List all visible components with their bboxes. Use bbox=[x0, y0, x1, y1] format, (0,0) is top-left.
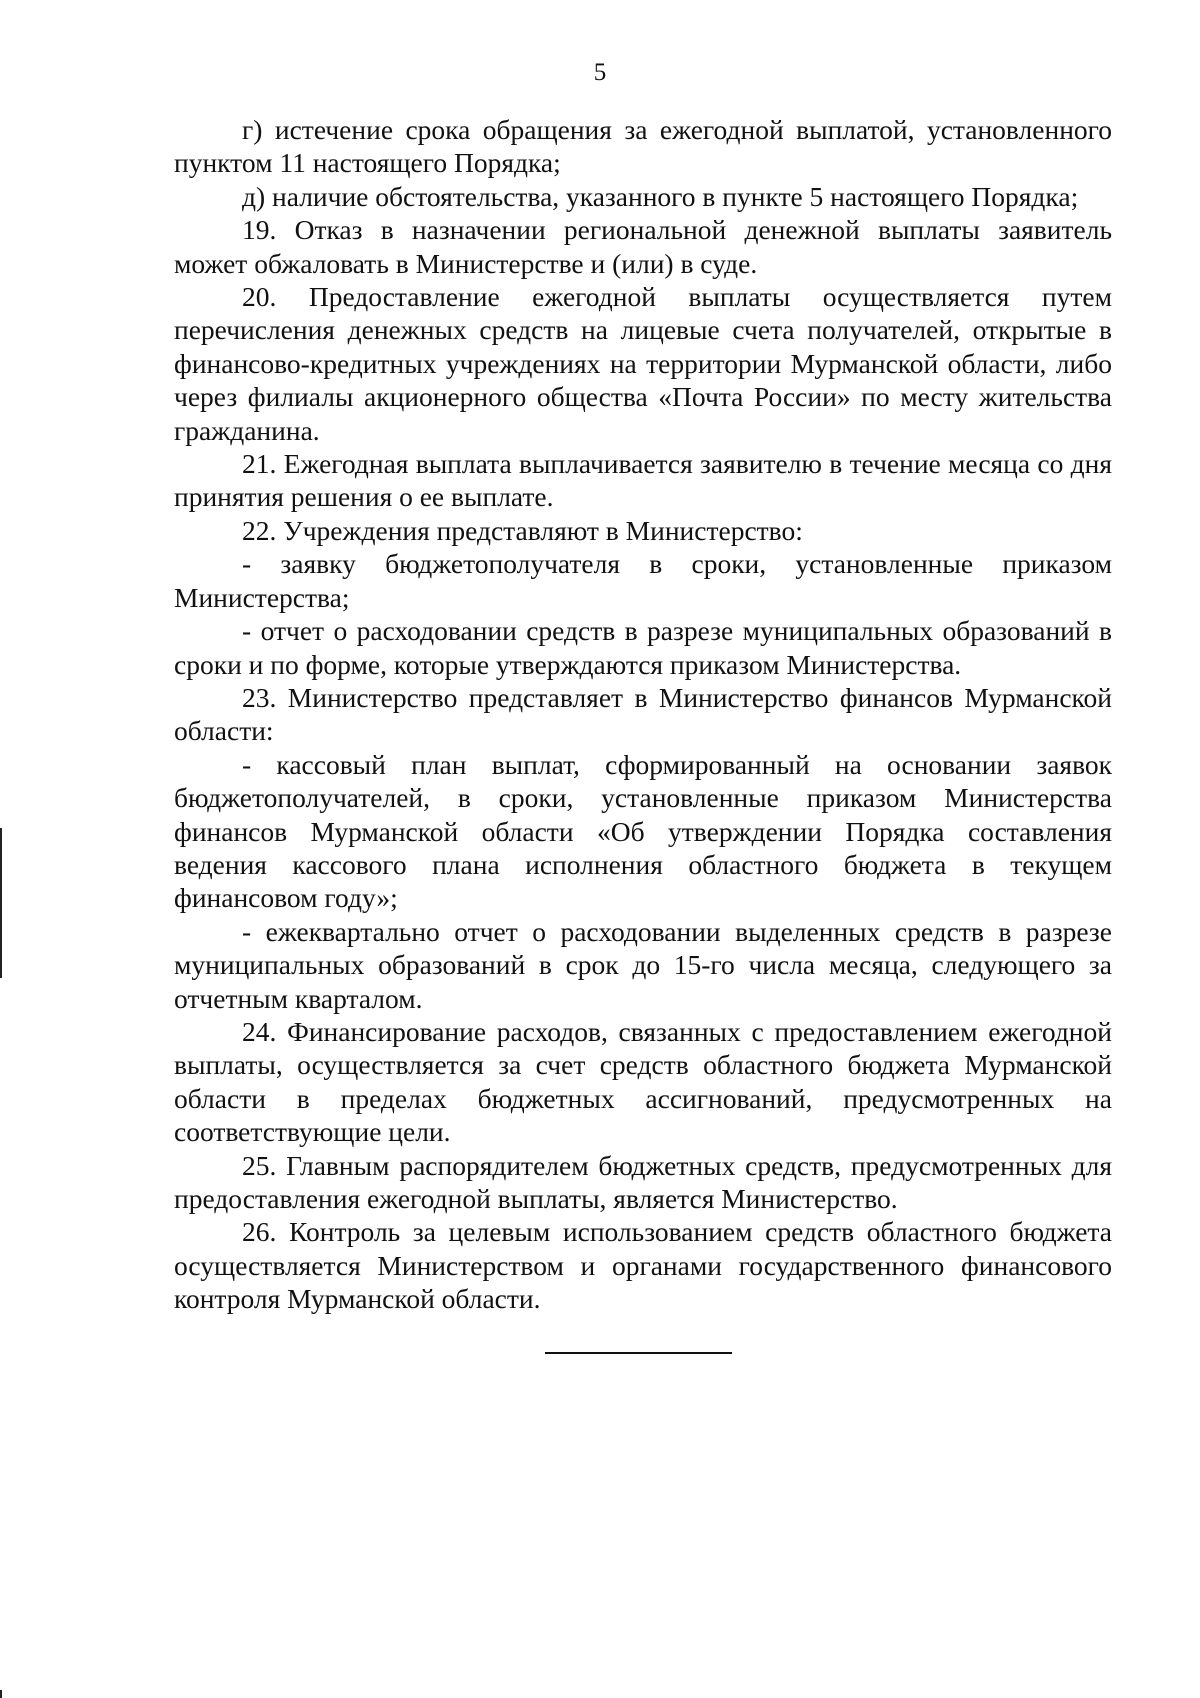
document-body bbox=[174, 113, 1112, 1316]
page-number: 5 bbox=[593, 59, 607, 86]
paragraph-22: 22. Учреждения представляют в Министерство: bbox=[242, 514, 803, 546]
paragraph-22-item-2: - отчет о расходовании средств в разрезе муниципальных образований в сроки и по форме, которые утверждаются приказом Министерства. bbox=[174, 615, 1112, 680]
paragraph-21: 21. Ежегодная выплата выплачивается заявителю в течение месяца со дня принятия решения о ее выплате. bbox=[174, 448, 1112, 513]
paragraph-g: г) истечение срока обращения за ежегодной выплатой, установленного пунктом 11 настоящего Порядка; bbox=[174, 114, 1112, 179]
paragraph-19: 19. Отказ в назначении региональной денежной выплаты заявитель может обжаловать в Министерстве и (или) в суде. bbox=[174, 214, 1112, 279]
paragraph-25: 25. Главным распорядителем бюджетных средств, предусмотренных для предоставления ежегодной выплаты, является Министерство. bbox=[174, 1149, 1112, 1214]
paragraph-24: 24. Финансирование расходов, связанных с предоставлением ежегодной выплаты, осуществляется за счет средств областного бюджета Мурманской области в пределах бюджетных ассигнований, предусмотренных на соответствующие цели. bbox=[174, 1015, 1112, 1148]
paragraph-23: 23. Министерство представляет в Министерство финансов Мурманской области: bbox=[174, 681, 1112, 747]
end-divider-line bbox=[545, 1352, 732, 1354]
scan-mark bbox=[0, 1690, 2, 1698]
scan-edge-line bbox=[0, 828, 2, 978]
paragraph-26: 26. Контроль за целевым использованием средств областного бюджета осуществляется Министерством и органами государственного финансового контроля Мурманской области. bbox=[174, 1216, 1112, 1315]
paragraph-20: 20. Предоставление ежегодной выплаты осуществляется путем перечисления денежных средств на лицевые счета получателей, открытые в финансово-кредитных учреждениях на территории Мурманской области, либо через филиалы акционерного общества «Почта России» по месту жительства гражданина. bbox=[174, 281, 1112, 446]
paragraph-d: д) наличие обстоятельства, указанного в пункте 5 настоящего Порядка; bbox=[242, 180, 1079, 212]
paragraph-22-item-1: - заявку бюджетополучателя в сроки, установленные приказом Министерства; bbox=[174, 548, 1112, 613]
paragraph-23-item-1: - кассовый план выплат, сформированный на основании заявок бюджетополучателей, в сроки, установленные приказом Министерства финансов Мурманской области «Об утверждении Порядка составления ведения кассового плана исполнения областного бюджета в текущем финансовом году»; bbox=[174, 748, 1112, 914]
paragraph-23-item-2: - ежеквартально отчет о расходовании выделенных средств в разрезе муниципальных образований в срок до 15-го числа месяца, следующего за отчетным кварталом. bbox=[174, 915, 1112, 1014]
